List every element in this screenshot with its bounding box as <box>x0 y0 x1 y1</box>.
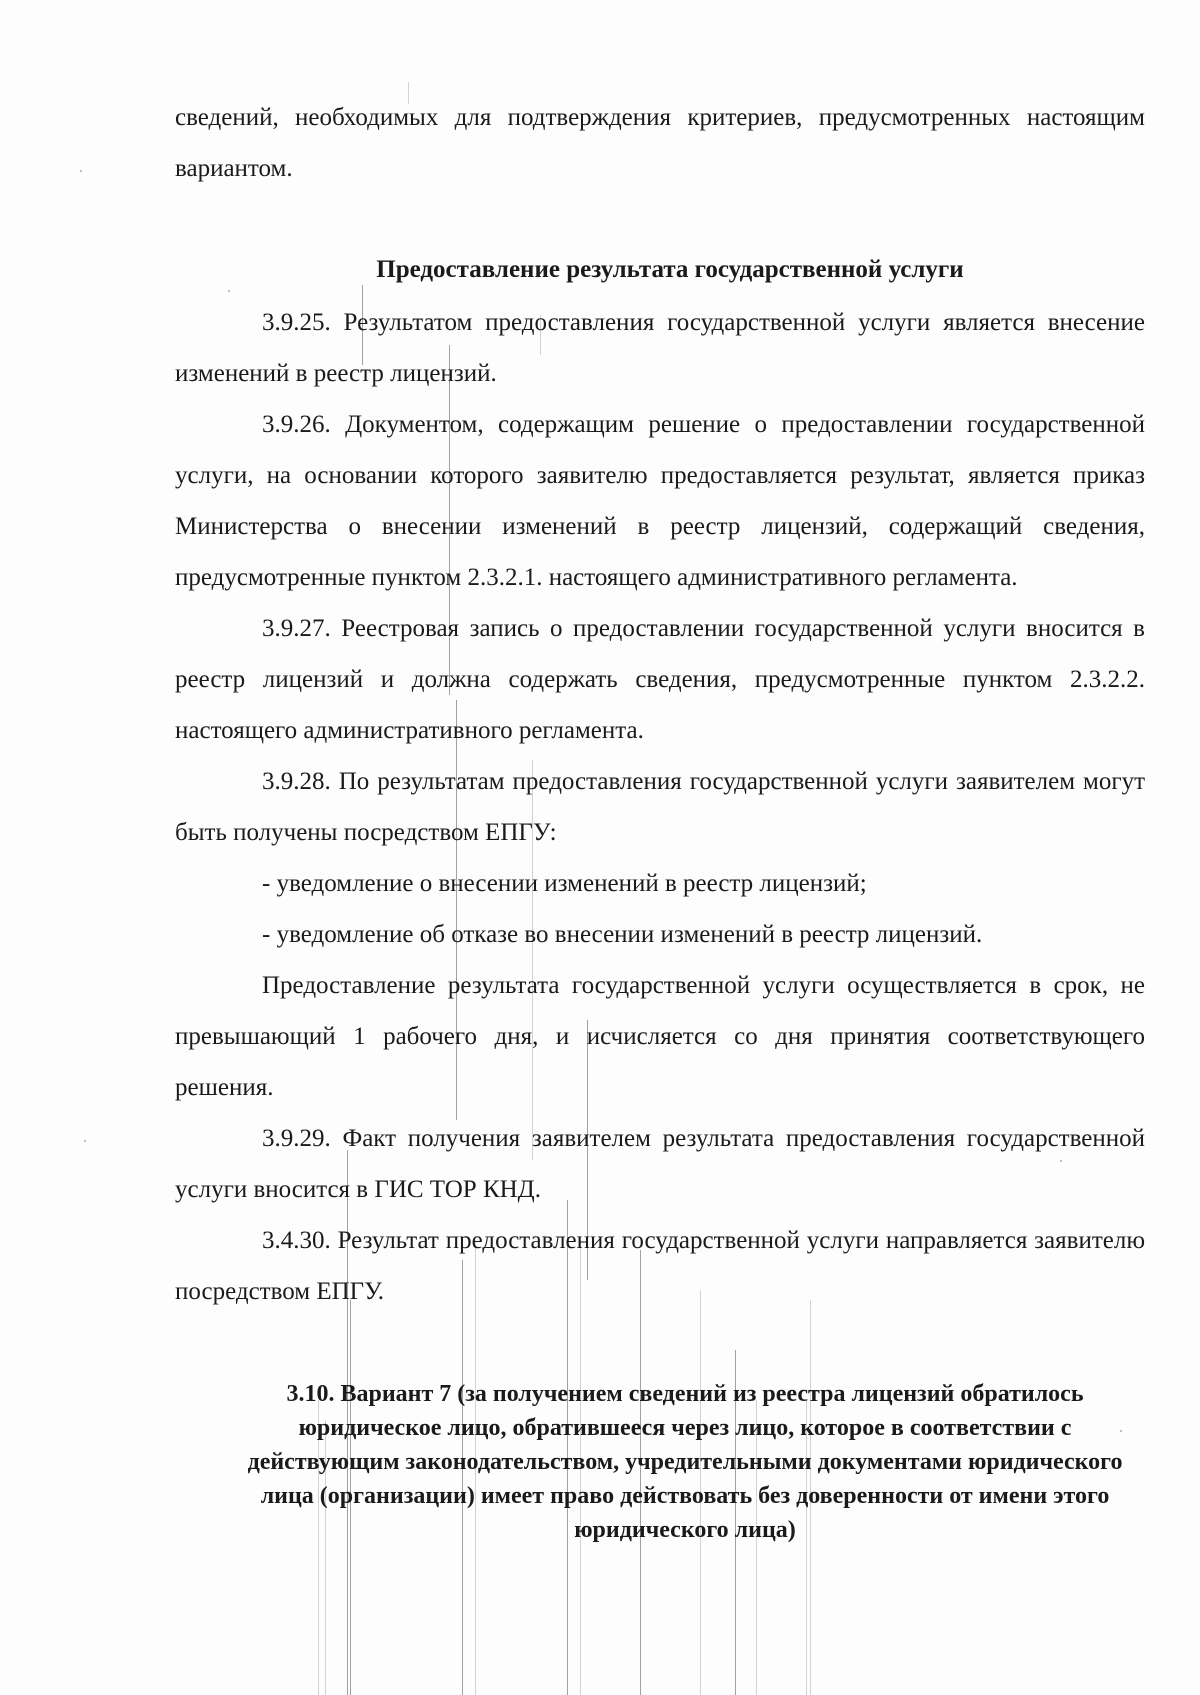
list-item-notification-changes: - уведомление о внесении изменений в реестр лицензий; <box>262 870 867 897</box>
paragraph-3-9-26: 3.9.26. Документом, содержащим решение о предоставлении государственной услуги, на основании которого заявителю предоставляется результат, является приказ Министерства о внесении изменений в реестр лицензий, содержащий сведения, предусмотренные пунктом 2.3.2.1. настоящего административного регламента. <box>175 411 1145 591</box>
paragraph-3-9-25: 3.9.25. Результатом предоставления государственной услуги является внесение изменений в реестр лицензий. <box>175 309 1145 387</box>
scan-speck <box>80 170 82 172</box>
scan-speck <box>84 1140 86 1142</box>
paragraph-3-4-30: 3.4.30. Результат предоставления государственной услуги направляется заявителю посредством ЕПГУ. <box>175 1227 1145 1305</box>
paragraph-term: Предоставление результата государственной услуги осуществляется в срок, не превышающий 1 рабочего дня, и исчисляется со дня принятия соответствующего решения. <box>175 972 1145 1101</box>
paragraph-3-9-29: 3.9.29. Факт получения заявителем результата предоставления государственной услуги вносится в ГИС ТОР КНД. <box>175 1125 1145 1203</box>
list-item-notification-refusal: - уведомление об отказе во внесении изменений в реестр лицензий. <box>262 921 983 948</box>
document-body <box>175 92 1145 1547</box>
paragraph-continuation: сведений, необходимых для подтверждения критериев, предусмотренных настоящим вариантом. <box>175 104 1145 182</box>
section-heading-result: Предоставление результата государственной услуги <box>376 256 964 283</box>
paragraph-3-9-27: 3.9.27. Реестровая запись о предоставлении государственной услуги вносится в реестр лицензий и должна содержать сведения, предусмотренные пунктом 2.3.2.2. настоящего административного регламента. <box>175 615 1145 744</box>
section-heading-variant-7: 3.10. Вариант 7 (за получением сведений из реестра лицензий обратилось юридическое лицо, обратившееся через лицо, которое в соответствии с действующим законодательством, учредительными документами юридического лица (организации) имеет право действовать без доверенности от имени этого юридического лица) <box>247 1381 1123 1543</box>
paragraph-3-9-28: 3.9.28. По результатам предоставления государственной услуги заявителем могут быть получены посредством ЕПГУ: <box>175 768 1145 846</box>
